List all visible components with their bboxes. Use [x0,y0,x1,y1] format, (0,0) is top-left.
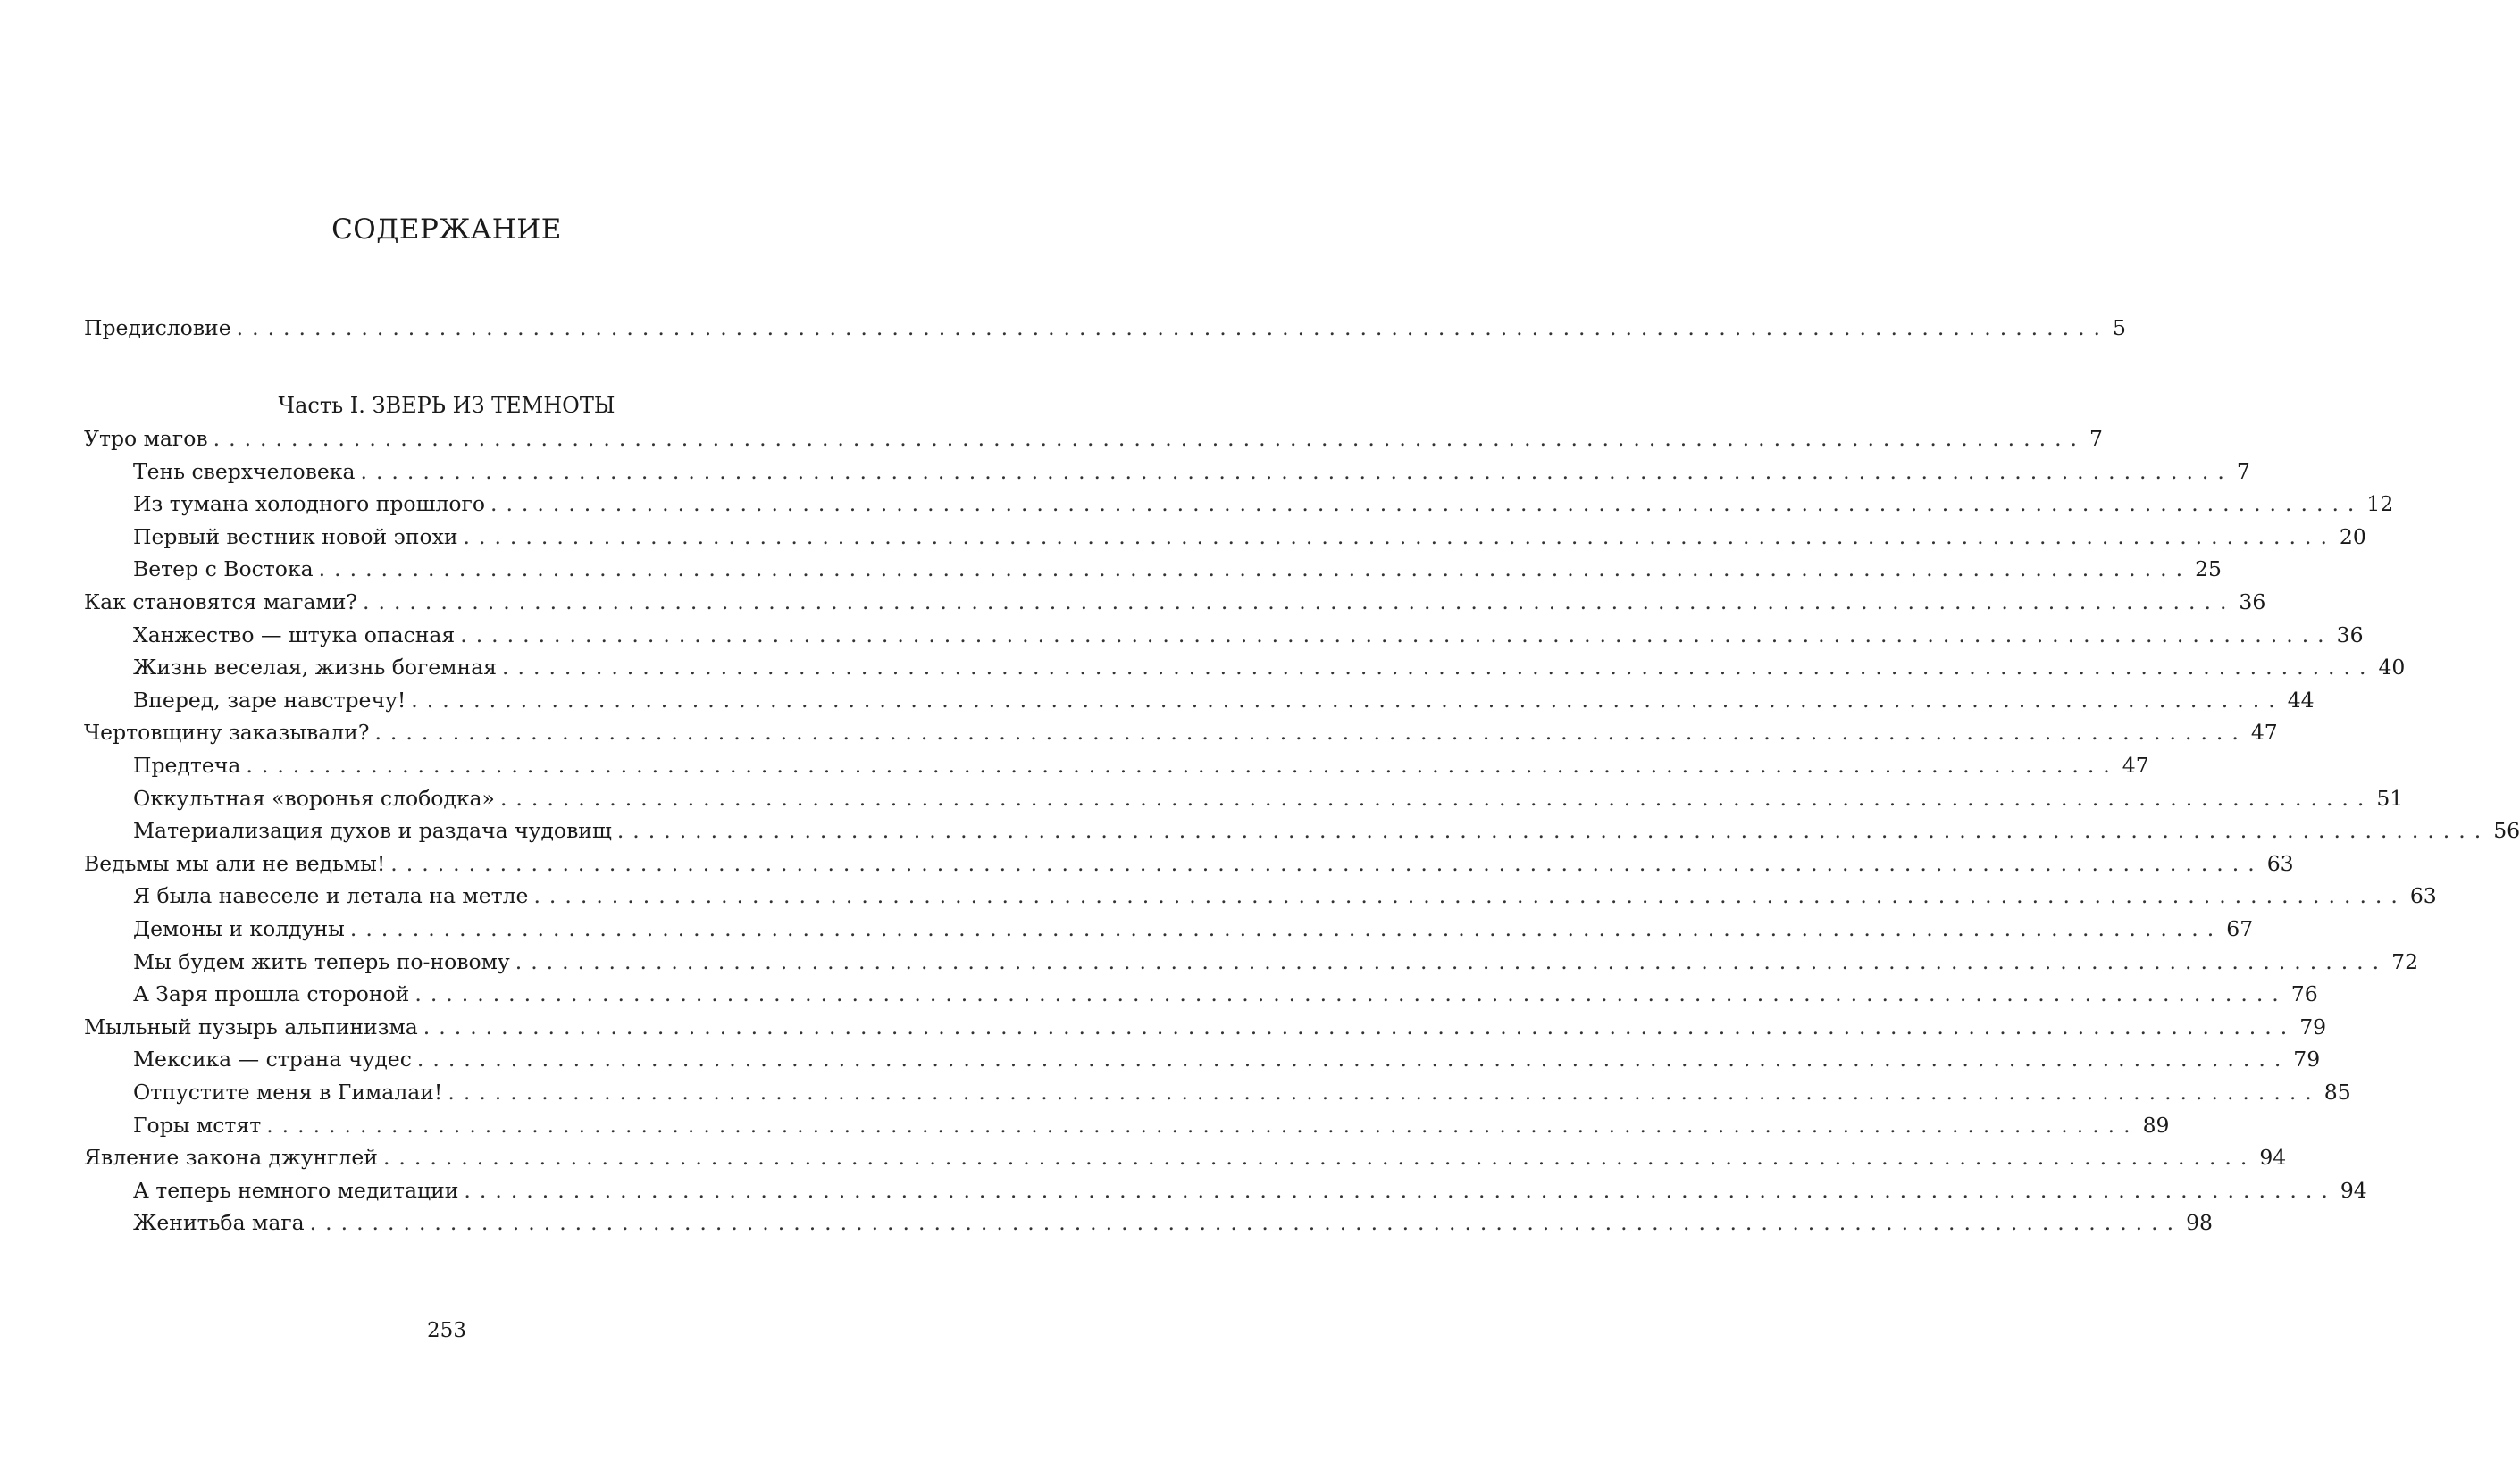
dot-leader: ........................................................................................................................ [349,916,2223,941]
part-heading: Часть I. ЗВЕРЬ ИЗ ТЕМНОТЫ [278,393,615,418]
toc-entry-title: Как становятся магами? [84,589,358,614]
dot-leader: ........................................................................................................................ [499,786,2373,811]
dot-leader: ........................................................................................................................ [213,426,2087,451]
toc-entry[interactable] [84,422,2103,455]
toc-subentry[interactable] [133,1109,2170,1141]
dot-leader: ........................................................................................................................ [411,688,2284,713]
toc-entry-title: Из тумана холодного прошлого [133,491,485,516]
toc-entry-page: 67 [2226,916,2254,941]
dot-leader: ........................................................................................................................ [533,883,2407,908]
toc-entry-title: Демоны и колдуны [133,916,345,941]
toc-entry-title: Ханжество — штука опасная [133,622,456,647]
dot-leader: ........................................................................................................................ [423,1014,2297,1039]
dot-leader: ........................................................................................................................ [360,459,2233,484]
dot-leader: ........................................................................................................................ [309,1210,2183,1235]
toc-subentry[interactable] [133,946,2419,978]
toc-entry[interactable] [84,1141,2287,1173]
toc-entry-page: 94 [2340,1178,2367,1203]
toc-entry-page: 5 [2113,315,2126,340]
toc-entry-page: 98 [2186,1210,2213,1235]
toc-entry-title: Материализация духов и раздача чудовищ [133,818,612,843]
toc-subentry[interactable] [133,488,2394,520]
toc-entry[interactable] [84,1011,2327,1043]
toc-entry-title: Утро магов [84,426,208,451]
toc-entry-page: 25 [2195,556,2222,581]
toc-subentry[interactable] [133,880,2437,912]
toc-entry-title: Предтеча [133,753,241,778]
toc-entry-page: 63 [2409,883,2437,908]
dot-leader: ........................................................................................................................ [463,524,2336,549]
toc-entry-page: 89 [2142,1113,2170,1138]
dot-leader: ........................................................................................................................ [236,315,2110,340]
toc-subentry[interactable] [133,782,2404,814]
toc-entry-page: 79 [2293,1047,2321,1072]
toc-entry-title: Жизнь веселая, жизнь богемная [133,655,498,680]
toc-subentry[interactable] [133,913,2254,945]
dot-leader: ........................................................................................................................ [616,818,2491,843]
toc-subentry[interactable] [133,1076,2351,1108]
toc-subentry[interactable] [133,749,2149,781]
toc-subentry[interactable] [133,455,2250,488]
toc-entry-title: Мыльный пузырь альпинизма [84,1014,418,1039]
toc-subentry[interactable] [133,1206,2213,1239]
dot-leader: ........................................................................................................................ [414,981,2288,1006]
toc-entry-page: 94 [2259,1145,2287,1170]
dot-leader: ........................................................................................................................ [382,1145,2256,1170]
toc-entry-page: 7 [2236,459,2250,484]
toc-entry-page: 85 [2323,1080,2351,1105]
toc-entry-page: 36 [2336,622,2364,647]
toc-entry-page: 76 [2290,981,2318,1006]
toc-subentry[interactable] [133,521,2366,553]
toc-entry-page: 47 [2122,753,2149,778]
toc-entry-page: 79 [2299,1014,2327,1039]
toc-entry-title: Явление закона джунглей [84,1145,378,1170]
dot-leader: ........................................................................................................................ [390,851,2264,876]
toc-entry-title: Горы мстят [133,1113,262,1138]
toc-entry-page: 20 [2339,524,2366,549]
dot-leader: ........................................................................................................................ [246,753,2119,778]
toc-subentry[interactable] [133,1174,2367,1206]
dot-leader: ........................................................................................................................ [318,556,2192,581]
toc-entry-page: 12 [2366,491,2394,516]
toc-entry-title: Я была навеселе и летала на метле [133,883,529,908]
toc-entry-title: Предисловие [84,315,231,340]
toc-entry-title: Мексика — страна чудес [133,1047,412,1072]
toc-entry-page: 40 [2378,655,2406,680]
dot-leader: ........................................................................................................................ [464,1178,2337,1203]
dot-leader: ........................................................................................................................ [490,491,2364,516]
toc-entry[interactable] [84,847,2294,880]
dot-leader: ........................................................................................................................ [460,622,2333,647]
toc-subentry[interactable] [133,651,2406,683]
toc-entry[interactable] [84,716,2278,748]
toc-entry-title: Женитьба мага [133,1210,305,1235]
toc-entry-page: 47 [2250,720,2278,745]
toc-subentry[interactable] [133,553,2222,585]
toc-entry[interactable] [84,586,2266,618]
toc-subentry[interactable] [133,1043,2321,1075]
toc-subentry[interactable] [133,978,2318,1010]
dot-leader: ........................................................................................................................ [448,1080,2321,1105]
dot-leader: ........................................................................................................................ [374,720,2248,745]
dot-leader: ........................................................................................................................ [363,589,2236,614]
toc-subentry[interactable] [133,684,2315,716]
toc-entry-page: 63 [2266,851,2294,876]
dot-leader: ........................................................................................................................ [266,1113,2139,1138]
toc-entry-title: Ведьмы мы али не ведьмы! [84,851,386,876]
toc-entry-page: 72 [2391,949,2419,974]
toc-entry-title: Оккультная «воронья слободка» [133,786,495,811]
toc-entry-title: Тень сверхчеловека [133,459,356,484]
page-number: 253 [427,1319,466,1342]
dot-leader: ........................................................................................................................ [502,655,2375,680]
toc-entry-page: 36 [2239,589,2266,614]
toc-entry-page: 56 [2493,818,2520,843]
toc-entry-title: А Заря прошла стороной [133,981,410,1006]
dot-leader: ........................................................................................................................ [416,1047,2290,1072]
toc-entry-preface[interactable] [84,312,2126,344]
toc-entry-title: Первый вестник новой эпохи [133,524,458,549]
toc-entry-page: 7 [2089,426,2103,451]
toc-entry-title: А теперь немного медитации [133,1178,459,1203]
toc-subentry[interactable] [133,814,2520,847]
toc-entry-page: 51 [2376,786,2404,811]
toc-entry-page: 44 [2287,688,2315,713]
toc-subentry[interactable] [133,619,2364,651]
page-title: СОДЕРЖАНИЕ [331,213,562,246]
toc-entry-title: Мы будем жить теперь по-новому [133,949,510,974]
toc-entry-title: Вперед, заре навстречу! [133,688,406,713]
toc-entry-title: Отпустите меня в Гималаи! [133,1080,443,1105]
dot-leader: ........................................................................................................................ [515,949,2389,974]
toc-entry-title: Ветер с Востока [133,556,314,581]
toc-entry-title: Чертовщину заказывали? [84,720,370,745]
